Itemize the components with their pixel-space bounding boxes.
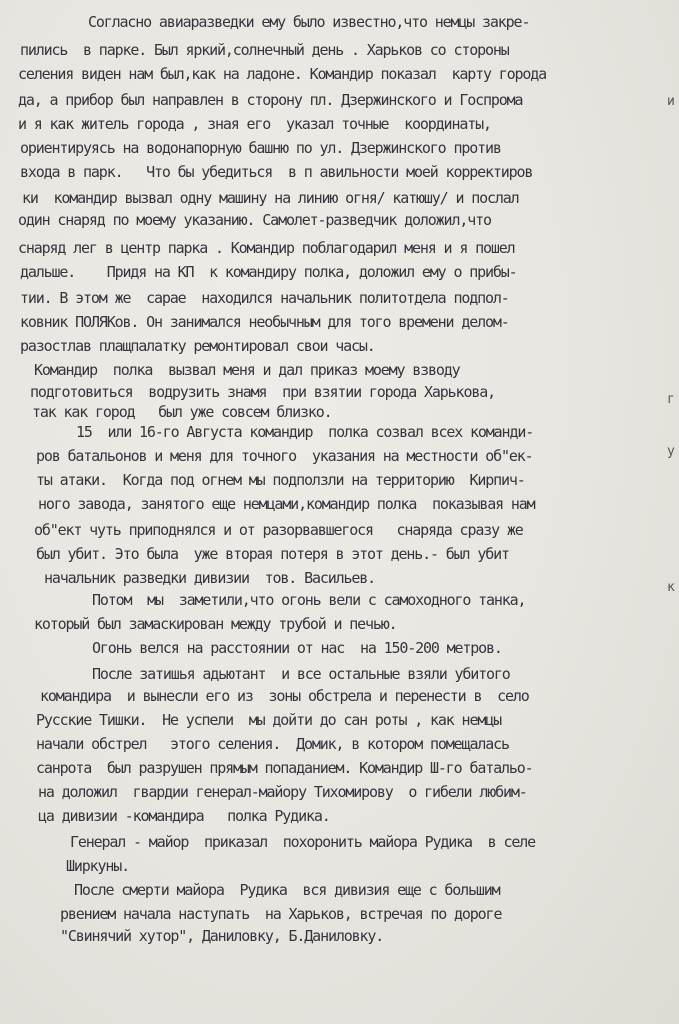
text-line: тии. В этом же сарае находился начальник политотдела подпол- (20, 289, 509, 307)
text-line: который был замаскирован между трубой и печью. (34, 615, 397, 633)
text-line: снаряд лег в центр парка . Командир поблагодарил меня и я пошел (18, 239, 515, 257)
text-line: входа в парк. Что бы убедиться в п авильности моей корректиров (20, 163, 533, 181)
text-line: Огонь велся на расстоянии от нас на 150-200 метров. (92, 639, 502, 657)
text-line: начали обстрел этого селения. Домик, в котором помещалась (36, 735, 509, 753)
text-line: ров батальонов и меня для точного указания на местности об"ек- (36, 447, 533, 465)
text-line: ного завода, занятого еще немцами,командир полка показывая нам (38, 495, 535, 513)
text-line: об"ект чуть приподнялся и от разорвавшегося снаряда сразу же (34, 521, 523, 539)
text-line: ки командир вызвал одну машину на линию огня/ катюшу/ и послал (22, 189, 519, 207)
text-line: дальше. Придя на КП к командиру полка, доложил ему о прибы- (20, 263, 517, 281)
text-line: рвением начала наступать на Харьков, встречая по дороге (60, 905, 502, 923)
text-line: Потом мы заметили,что огонь вели с самоходного танка, (92, 591, 526, 609)
text-line: ца дивизии -командира полка Рудика. (38, 807, 330, 825)
text-line: ориентируясь на водонапорную башню по ул. Дзержинского против (20, 139, 501, 157)
text-line: санрота был разрушен прямым попаданием. Командир Ш-го батальо- (36, 759, 533, 777)
text-line: разостлав плащпалатку ремонтировал свои часы. (20, 337, 375, 355)
text-line: ты атаки. Когда под огнем мы подползли на территорию Кирпич- (36, 471, 525, 489)
text-line: начальник разведки дивизии тов. Васильев. (44, 569, 375, 587)
text-line: Согласно авиаразведки ему было известно,что немцы закре- (88, 13, 530, 31)
text-line: один снаряд по моему указанию. Самолет-разведчик доложил,что (18, 211, 491, 229)
text-line: да, а прибор был направлен в сторону пл. Дзержинского и Госпрома (18, 91, 523, 109)
text-line: 15 или 16-го Августа командир полка созвал всех команди- (76, 423, 534, 441)
text-line: ковник ПОЛЯКов. Он занимался необычным для того времени делом- (20, 313, 509, 331)
text-line: Шиpкуны. (66, 857, 130, 875)
margin-mark: у (667, 444, 675, 459)
text-line: так как город был уже совсем близко. (32, 403, 332, 421)
margin-mark: г (667, 392, 675, 407)
text-line: на доложил гвардии генерал-майору Тихомирову о гибели любим- (38, 783, 527, 801)
margin-mark: к (667, 580, 675, 595)
text-line: подготовиться водрузить знамя при взятии города Харькова, (30, 383, 495, 401)
text-line: командира и вынесли его из зоны обстрела и перенести в село (40, 687, 529, 705)
margin-mark: и (667, 94, 675, 109)
text-line: селения виден нам был,как на ладоне. Командир показал карту города (18, 65, 547, 83)
text-line: пились в парке. Был яркий,солнечный день . Харьков со стороны (20, 41, 509, 59)
text-line: и я как житель города , зная его указал точные координаты, (18, 115, 491, 133)
text-line: Командир полка вызвал меня и дал приказ моему взводу (34, 361, 460, 379)
text-line: После затишья адьютант и все остальные взяли убитого (92, 665, 510, 683)
text-line: После смерти майора Рудика вся дивизия еще с большим (74, 881, 500, 899)
text-line: Русские Тишки. Не успели мы дойти до сан роты , как немцы (36, 711, 501, 729)
text-line: "Свинячий хутор", Даниловку, Б.Даниловку. (60, 927, 384, 945)
text-line: Генерал - майор приказал похоронить майора Рудика в селе (70, 833, 535, 851)
text-line: был убит. Это была уже вторая потеря в этот день.- был убит (36, 545, 509, 563)
